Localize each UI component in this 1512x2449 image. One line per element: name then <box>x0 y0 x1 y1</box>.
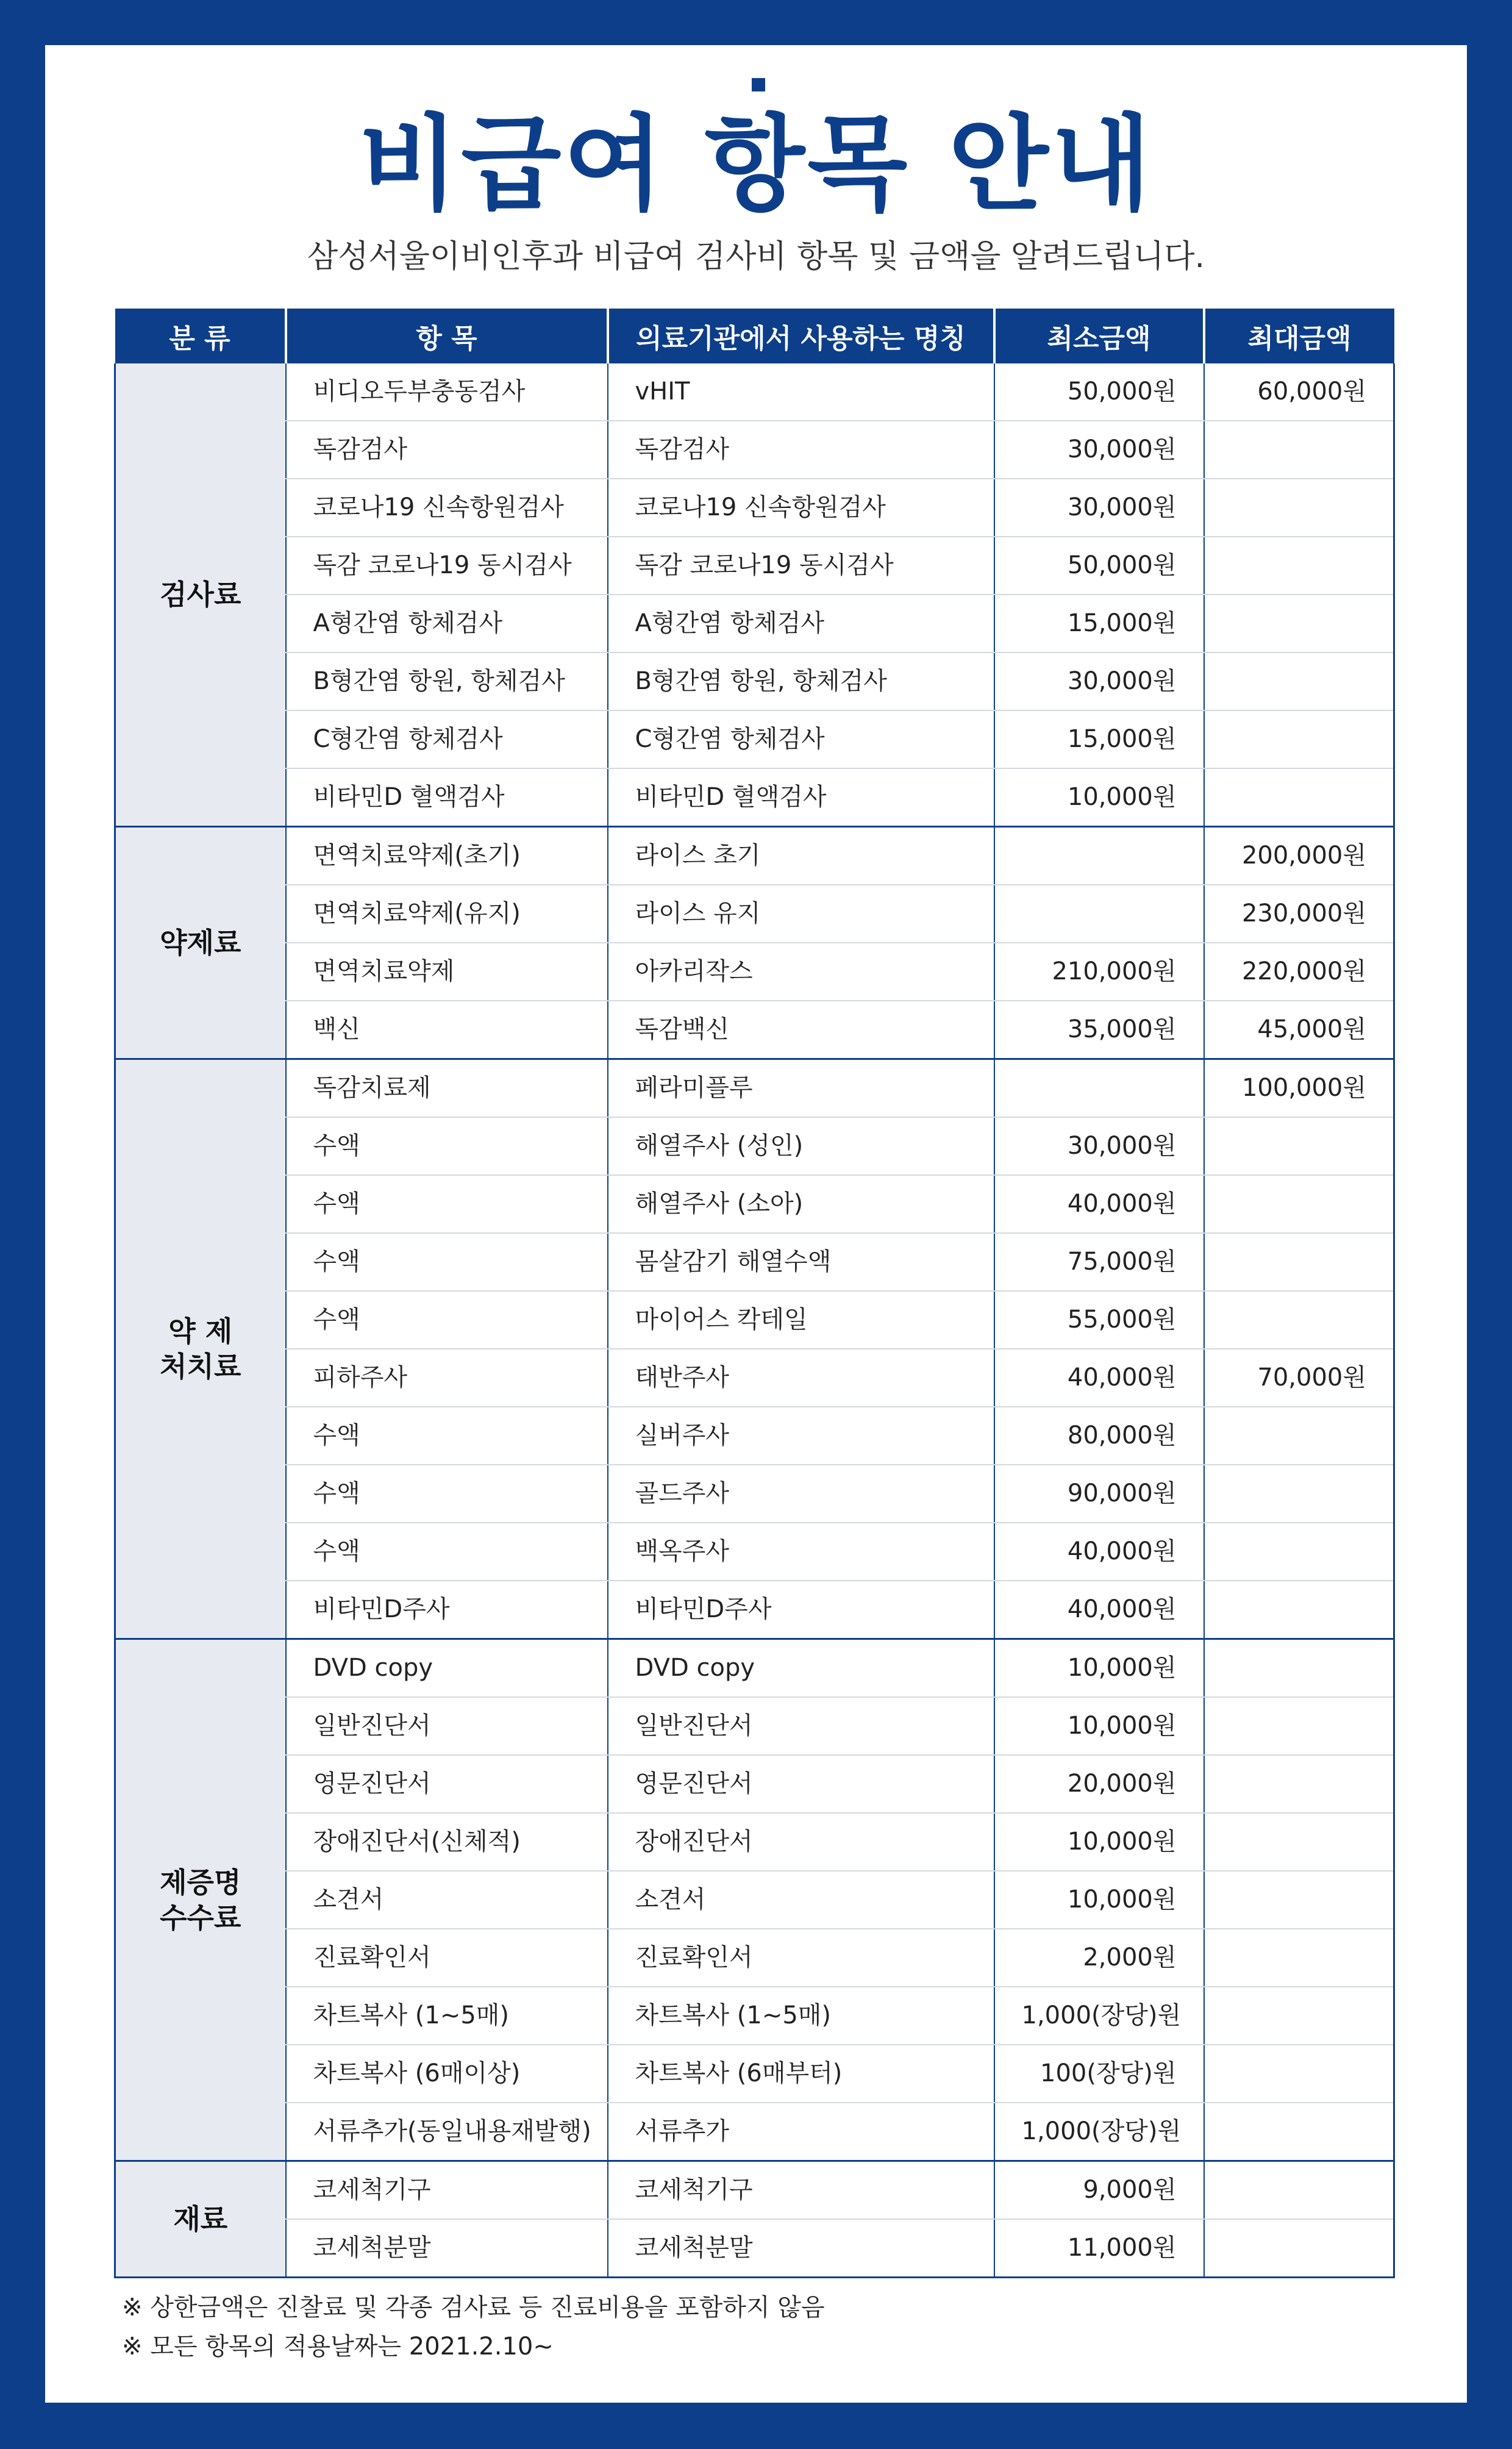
table-row <box>115 537 1394 595</box>
table-row <box>115 1001 1394 1059</box>
max-price-cell: 230,000원 <box>1204 885 1394 943</box>
header-category: 분 류 <box>115 309 286 363</box>
table-row <box>115 827 1394 885</box>
max-price-cell <box>1204 479 1394 537</box>
item-cell: 비타민D주사 <box>286 1581 608 1639</box>
max-price-cell <box>1204 1523 1394 1581</box>
item-cell: 독감치료제 <box>286 1059 608 1118</box>
item-cell: 소견서 <box>286 1871 608 1929</box>
max-price-cell <box>1204 1407 1394 1465</box>
min-price-cell: 10,000원 <box>994 1871 1204 1929</box>
min-price-cell: 10,000원 <box>994 768 1204 827</box>
max-price-cell <box>1204 1639 1394 1698</box>
max-price-cell <box>1204 1755 1394 1813</box>
table-row <box>115 2045 1394 2103</box>
max-price-cell <box>1204 2103 1394 2161</box>
max-price-cell <box>1204 1233 1394 1291</box>
max-price-cell: 200,000원 <box>1204 827 1394 885</box>
institution-name-cell: 코세척분말 <box>608 2219 994 2278</box>
institution-name-cell: 몸살감기 해열수액 <box>608 1233 994 1291</box>
table-row <box>115 1117 1394 1175</box>
table-row <box>115 1349 1394 1407</box>
table-row <box>115 710 1394 768</box>
table-row <box>115 1813 1394 1871</box>
table-row <box>115 2103 1394 2161</box>
min-price-cell: 100(장당)원 <box>994 2045 1204 2103</box>
item-cell: 백신 <box>286 1001 608 1059</box>
institution-name-cell: 차트복사 (1~5매) <box>608 1987 994 2045</box>
min-price-cell: 80,000원 <box>994 1407 1204 1465</box>
min-price-cell: 10,000원 <box>994 1813 1204 1871</box>
item-cell: 코세척분말 <box>286 2219 608 2278</box>
max-price-cell <box>1204 1465 1394 1523</box>
max-price-cell <box>1204 652 1394 710</box>
table-row <box>115 1755 1394 1813</box>
institution-name-cell: 골드주사 <box>608 1465 994 1523</box>
max-price-cell <box>1204 537 1394 595</box>
institution-name-cell: vHIT <box>608 363 994 421</box>
table-row <box>115 1465 1394 1523</box>
max-price-cell <box>1204 595 1394 652</box>
max-price-cell <box>1204 2045 1394 2103</box>
item-cell: 피하주사 <box>286 1349 608 1407</box>
table-header-row <box>115 309 1394 363</box>
item-cell: 차트복사 (6매이상) <box>286 2045 608 2103</box>
institution-name-cell: 독감 코로나19 동시검사 <box>608 537 994 595</box>
footnote: ※ 모든 항목의 적용날짜는 2021.2.10~ <box>122 2333 554 2361</box>
max-price-cell <box>1204 1697 1394 1755</box>
category-cell: 검사료 <box>115 363 286 827</box>
institution-name-cell: 장애진단서 <box>608 1813 994 1871</box>
min-price-cell: 9,000원 <box>994 2161 1204 2220</box>
table-row <box>115 1929 1394 1987</box>
max-price-cell <box>1204 1929 1394 1987</box>
item-cell: 독감 코로나19 동시검사 <box>286 537 608 595</box>
max-price-cell: 100,000원 <box>1204 1059 1394 1118</box>
institution-name-cell: C형간염 항체검사 <box>608 710 994 768</box>
table-row <box>115 595 1394 652</box>
min-price-cell: 10,000원 <box>994 1697 1204 1755</box>
max-price-cell: 70,000원 <box>1204 1349 1394 1407</box>
min-price-cell: 90,000원 <box>994 1465 1204 1523</box>
min-price-cell: 30,000원 <box>994 1117 1204 1175</box>
category-cell: 약 제 처치료 <box>115 1059 286 1639</box>
table-row <box>115 1175 1394 1233</box>
table-row <box>115 2161 1394 2220</box>
min-price-cell: 50,000원 <box>994 537 1204 595</box>
institution-name-cell: 영문진단서 <box>608 1755 994 1813</box>
table-row <box>115 421 1394 479</box>
institution-name-cell: 일반진단서 <box>608 1697 994 1755</box>
institution-name-cell: A형간염 항체검사 <box>608 595 994 652</box>
institution-name-cell: 서류추가 <box>608 2103 994 2161</box>
footnotes <box>122 2288 825 2366</box>
max-price-cell: 60,000원 <box>1204 363 1394 421</box>
institution-name-cell: B형간염 항원, 항체검사 <box>608 652 994 710</box>
min-price-cell: 11,000원 <box>994 2219 1204 2278</box>
institution-name-cell: 백옥주사 <box>608 1523 994 1581</box>
item-cell: 영문진단서 <box>286 1755 608 1813</box>
max-price-cell <box>1204 1987 1394 2045</box>
item-cell: 수액 <box>286 1233 608 1291</box>
footnote: ※ 상한금액은 진찰료 및 각종 검사료 등 진료비용을 포함하지 않음 <box>122 2293 825 2322</box>
max-price-cell <box>1204 2219 1394 2278</box>
header-min-price: 최소금액 <box>994 309 1204 363</box>
institution-name-cell: 실버주사 <box>608 1407 994 1465</box>
category-cell: 약제료 <box>115 827 286 1059</box>
min-price-cell: 50,000원 <box>994 363 1204 421</box>
min-price-cell: 30,000원 <box>994 479 1204 537</box>
item-cell: 면역치료약제(초기) <box>286 827 608 885</box>
min-price-cell <box>994 885 1204 943</box>
max-price-cell <box>1204 1581 1394 1639</box>
max-price-cell <box>1204 1175 1394 1233</box>
institution-name-cell: 해열주사 (성인) <box>608 1117 994 1175</box>
item-cell: B형간염 항원, 항체검사 <box>286 652 608 710</box>
institution-name-cell: 비타민D주사 <box>608 1581 994 1639</box>
table-row <box>115 768 1394 827</box>
min-price-cell: 40,000원 <box>994 1523 1204 1581</box>
item-cell: 독감검사 <box>286 421 608 479</box>
min-price-cell: 1,000(장당)원 <box>994 1987 1204 2045</box>
min-price-cell: 40,000원 <box>994 1581 1204 1639</box>
item-cell: 비타민D 혈액검사 <box>286 768 608 827</box>
min-price-cell <box>994 827 1204 885</box>
max-price-cell <box>1204 768 1394 827</box>
institution-name-cell: 라이스 유지 <box>608 885 994 943</box>
category-cell: 재료 <box>115 2161 286 2278</box>
table-row <box>115 2219 1394 2278</box>
header-item: 항 목 <box>286 309 608 363</box>
table-row <box>115 1523 1394 1581</box>
min-price-cell: 55,000원 <box>994 1291 1204 1349</box>
item-cell: 일반진단서 <box>286 1697 608 1755</box>
item-cell: DVD copy <box>286 1639 608 1698</box>
institution-name-cell: 라이스 초기 <box>608 827 994 885</box>
table-row <box>115 1639 1394 1698</box>
min-price-cell: 75,000원 <box>994 1233 1204 1291</box>
item-cell: 코세척기구 <box>286 2161 608 2220</box>
institution-name-cell: 마이어스 칵테일 <box>608 1291 994 1349</box>
item-cell: 면역치료약제 <box>286 943 608 1001</box>
min-price-cell: 15,000원 <box>994 595 1204 652</box>
min-price-cell: 35,000원 <box>994 1001 1204 1059</box>
institution-name-cell: 코로나19 신속항원검사 <box>608 479 994 537</box>
item-cell: 면역치료약제(유지) <box>286 885 608 943</box>
institution-name-cell: 아카리작스 <box>608 943 994 1001</box>
header-max-price: 최대금액 <box>1204 309 1394 363</box>
table-row <box>115 479 1394 537</box>
min-price-cell: 2,000원 <box>994 1929 1204 1987</box>
institution-name-cell: 진료확인서 <box>608 1929 994 1987</box>
min-price-cell: 30,000원 <box>994 421 1204 479</box>
max-price-cell <box>1204 2161 1394 2220</box>
institution-name-cell: DVD copy <box>608 1639 994 1698</box>
table-row <box>115 1291 1394 1349</box>
price-table-body <box>115 363 1394 2278</box>
item-cell: 비디오두부충동검사 <box>286 363 608 421</box>
max-price-cell: 220,000원 <box>1204 943 1394 1001</box>
max-price-cell: 45,000원 <box>1204 1001 1394 1059</box>
institution-name-cell: 코세척기구 <box>608 2161 994 2220</box>
max-price-cell <box>1204 1871 1394 1929</box>
item-cell: 서류추가(동일내용재발행) <box>286 2103 608 2161</box>
item-cell: 차트복사 (1~5매) <box>286 1987 608 2045</box>
item-cell: 수액 <box>286 1117 608 1175</box>
item-cell: 수액 <box>286 1175 608 1233</box>
item-cell: 수액 <box>286 1291 608 1349</box>
min-price-cell: 15,000원 <box>994 710 1204 768</box>
min-price-cell: 30,000원 <box>994 652 1204 710</box>
table-row <box>115 363 1394 421</box>
min-price-cell: 1,000(장당)원 <box>994 2103 1204 2161</box>
table-row <box>115 885 1394 943</box>
min-price-cell <box>994 1059 1204 1118</box>
table-row <box>115 1697 1394 1755</box>
table-row <box>115 943 1394 1001</box>
item-cell: 코로나19 신속항원검사 <box>286 479 608 537</box>
table-row <box>115 652 1394 710</box>
item-cell: 수액 <box>286 1465 608 1523</box>
item-cell: 진료확인서 <box>286 1929 608 1987</box>
title-decoration-dot <box>752 78 765 91</box>
institution-name-cell: 차트복사 (6매부터) <box>608 2045 994 2103</box>
max-price-cell <box>1204 421 1394 479</box>
institution-name-cell: 소견서 <box>608 1871 994 1929</box>
table-row <box>115 1871 1394 1929</box>
table-row <box>115 1407 1394 1465</box>
item-cell: 수액 <box>286 1523 608 1581</box>
min-price-cell: 10,000원 <box>994 1639 1204 1698</box>
institution-name-cell: 해열주사 (소아) <box>608 1175 994 1233</box>
institution-name-cell: 독감백신 <box>608 1001 994 1059</box>
category-cell: 제증명 수수료 <box>115 1639 286 2161</box>
institution-name-cell: 비타민D 혈액검사 <box>608 768 994 827</box>
table-row <box>115 1987 1394 2045</box>
max-price-cell <box>1204 710 1394 768</box>
min-price-cell: 20,000원 <box>994 1755 1204 1813</box>
max-price-cell <box>1204 1813 1394 1871</box>
item-cell: 장애진단서(신체적) <box>286 1813 608 1871</box>
max-price-cell <box>1204 1291 1394 1349</box>
item-cell: 수액 <box>286 1407 608 1465</box>
max-price-cell <box>1204 1117 1394 1175</box>
header-institution-name: 의료기관에서 사용하는 명칭 <box>608 309 994 363</box>
institution-name-cell: 독감검사 <box>608 421 994 479</box>
institution-name-cell: 태반주사 <box>608 1349 994 1407</box>
min-price-cell: 40,000원 <box>994 1175 1204 1233</box>
min-price-cell: 210,000원 <box>994 943 1204 1001</box>
table-row <box>115 1581 1394 1639</box>
table-row <box>115 1233 1394 1291</box>
min-price-cell: 40,000원 <box>994 1349 1204 1407</box>
institution-name-cell: 페라미플루 <box>608 1059 994 1118</box>
page-title: 비급여 항목 안내 <box>358 104 1154 225</box>
page-subtitle: 삼성서울이비인후과 비급여 검사비 항목 및 금액을 알려드립니다. <box>307 238 1205 275</box>
price-table <box>114 309 1395 2278</box>
table-row <box>115 1059 1394 1118</box>
item-cell: A형간염 항체검사 <box>286 595 608 652</box>
item-cell: C형간염 항체검사 <box>286 710 608 768</box>
